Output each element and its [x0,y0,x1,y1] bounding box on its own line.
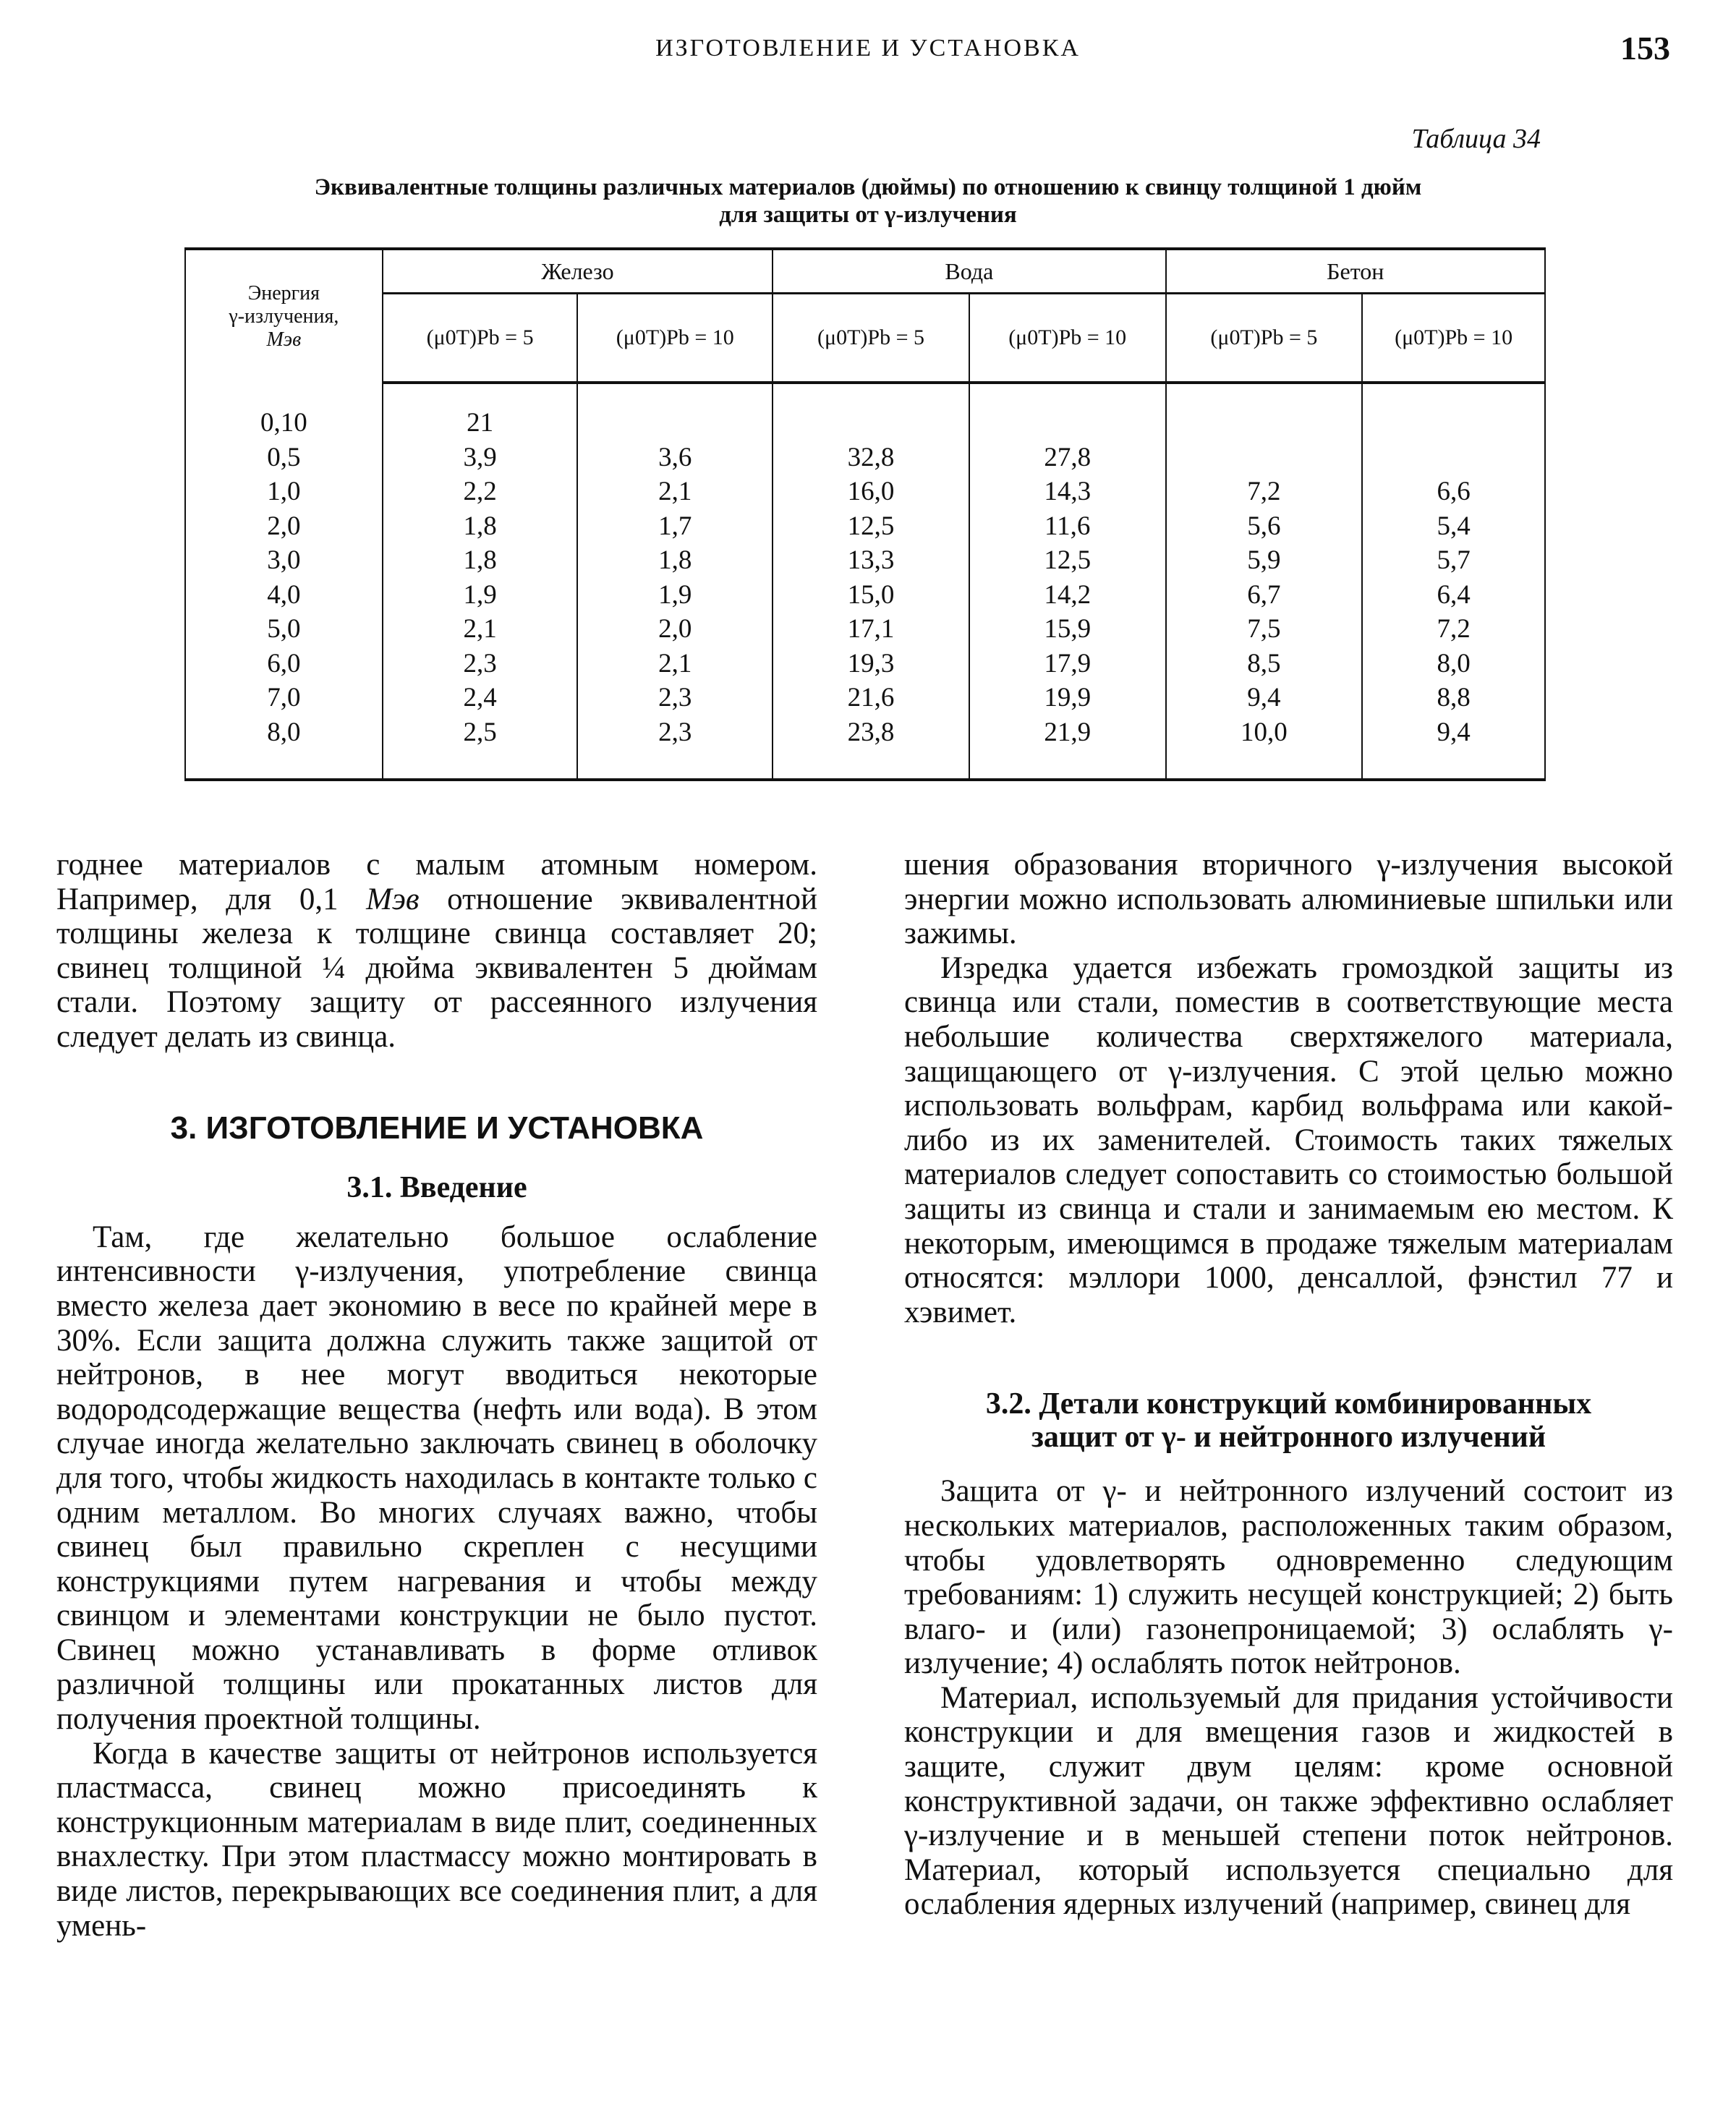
energy-cell: 7,0 [185,681,383,715]
subsection-title-details [904,1387,1673,1454]
paragraph-continued [56,848,817,1055]
subheader-concrete-10: (μ0T)Pb = 10 [1362,294,1545,383]
table-row [185,509,1545,544]
value-cell: 1,9 [577,578,773,613]
value-cell: 2,1 [577,647,773,681]
value-cell: 6,4 [1362,578,1545,613]
table-row [185,440,1545,475]
text-run: отношение эквивалентной толщины железа к толщине свинца составляет 20; свинец толщиной [56,882,817,985]
value-cell: 23,8 [773,715,969,750]
subheader-water-10: (μ0T)Pb = 10 [969,294,1166,383]
energy-column-header [185,249,383,383]
value-cell [773,406,969,440]
value-cell: 2,3 [383,647,578,681]
subheader-iron-5: (μ0T)Pb = 5 [383,294,578,383]
value-cell: 19,3 [773,647,969,681]
table-caption-line1: Эквивалентные толщины различных материалов (дюймы) по отношению к свинцу толщиной 1 дюйм [314,174,1422,200]
table-row [185,406,1545,440]
value-cell [1166,406,1363,440]
value-cell: 5,7 [1362,543,1545,578]
right-column [904,848,1673,1922]
energy-cell: 6,0 [185,647,383,681]
value-cell: 16,0 [773,474,969,509]
table-row [185,612,1545,647]
value-cell: 27,8 [969,440,1166,475]
text-run: годнее материалов с малым атомным номером. Например, для 0,1 [56,848,817,916]
table-caption [181,174,1555,229]
energy-header-line1: Энергия [247,281,320,305]
value-cell: 8,8 [1362,681,1545,715]
value-cell: 8,5 [1166,647,1363,681]
value-cell: 1,9 [383,578,578,613]
value-cell: 2,1 [383,612,578,647]
energy-cell: 3,0 [185,543,383,578]
value-cell: 17,1 [773,612,969,647]
value-cell: 21,6 [773,681,969,715]
left-column [56,848,817,1943]
section-title: 3. ИЗГОТОВЛЕНИЕ И УСТАНОВКА [170,1110,704,1146]
value-cell: 3,6 [577,440,773,475]
paragraph: Материал, используемый для придания устойчивости конструкции и для вмещения газов и жидкостей в защите, служит двум целям: кроме основной конструктивной задачи, он также эффективно ослабляет γ-излучение и в меньшей степени поток нейтронов. Материал, который используется специально для ослабления ядерных излучений (например, свинец для [904,1680,1673,1922]
paragraph-continued: шения образования вторичного γ-излучения высокой энергии можно использовать алюминиевые шпильки или зажимы. [904,848,1673,951]
value-cell: 2,4 [383,681,578,715]
value-cell [577,406,773,440]
value-cell [1166,440,1363,475]
value-cell: 13,3 [773,543,969,578]
value-cell: 2,2 [383,474,578,509]
value-cell: 5,4 [1362,509,1545,544]
value-cell: 2,5 [383,715,578,750]
energy-cell: 0,5 [185,440,383,475]
subsection-title-intro: 3.1. Введение [346,1171,527,1205]
table-row [185,647,1545,681]
value-cell: 1,8 [383,509,578,544]
value-cell: 5,6 [1166,509,1363,544]
value-cell: 9,4 [1362,715,1545,750]
table-body [185,406,1545,749]
energy-cell: 0,10 [185,406,383,440]
subsection-title-line1: 3.2. Детали конструкций комбинированных [985,1387,1592,1421]
value-cell: 7,5 [1166,612,1363,647]
value-cell: 21,9 [969,715,1166,750]
subheader-iron-10: (μ0T)Pb = 10 [577,294,773,383]
table-row [185,578,1545,613]
value-cell: 21 [383,406,578,440]
value-cell: 11,6 [969,509,1166,544]
value-cell: 5,9 [1166,543,1363,578]
value-cell [1362,406,1545,440]
value-cell: 2,1 [577,474,773,509]
paragraph: Там, где желательно большое ослабление интенсивности γ-излучения, употребление свинца вместо железа дает экономию в весе по крайней мере в 30%. Если защита должна служить также защитой от нейтронов, в нее могут вводиться некоторые водородсодержащие вещества (нефть или вода). В этом случае иногда желательно заключать свинец в оболочку для того, чтобы жидкость находилась в контакте только с одним металлом. Во многих случаях важно, чтобы свинец был правильно скреплен с несущими конструкциями путем нагревания и чтобы между свинцом и элементами конструкции не было пустот. Свинец можно устанавливать в форме отливок различной толщины или прокатанных листов для получения проектной толщины. [56,1219,817,1737]
value-cell: 6,7 [1166,578,1363,613]
energy-cell: 8,0 [185,715,383,750]
value-cell: 2,3 [577,715,773,750]
equivalent-thickness-table [184,247,1546,781]
table-label: Таблица 34 [1411,124,1541,154]
value-cell: 14,3 [969,474,1166,509]
energy-cell: 4,0 [185,578,383,613]
energy-header-unit: Мэв [266,328,302,351]
value-cell: 9,4 [1166,681,1363,715]
table-row [185,474,1545,509]
table-row [185,715,1545,750]
page-number: 153 [1620,30,1670,67]
table-row [185,681,1545,715]
energy-cell: 2,0 [185,509,383,544]
energy-header-line2: γ-излучения, [229,305,339,328]
text-run: дюйма эквивалентен 5 дюймам стали. Поэтому защиту от рассеянного излучения следует делать из свинца. [56,950,817,1054]
fraction: ¼ [322,950,346,985]
value-cell [1362,440,1545,475]
value-cell: 8,0 [1362,647,1545,681]
value-cell: 2,0 [577,612,773,647]
subsection-title-line2: защит от γ- и нейтронного излучений [1031,1421,1546,1455]
value-cell: 7,2 [1362,612,1545,647]
value-cell: 17,9 [969,647,1166,681]
value-cell: 1,7 [577,509,773,544]
subheader-water-5: (μ0T)Pb = 5 [773,294,969,383]
running-head: ИЗГОТОВЛЕНИЕ И УСТАНОВКА [655,35,1081,61]
value-cell: 15,9 [969,612,1166,647]
group-header-water: Вода [773,249,1165,294]
table-row [185,543,1545,578]
value-cell: 10,0 [1166,715,1363,750]
paragraph: Когда в качестве защиты от нейтронов используется пластмасса, свинец можно присоединять к конструкционным материалам в виде плит, соединенных внахлестку. При этом пластмассу можно монтировать в виде листов, перекрывающих все соединения плит, а для умень- [56,1736,817,1943]
subheader-concrete-5: (μ0T)Pb = 5 [1166,294,1363,383]
paragraph: Защита от γ- и нейтронного излучений состоит из нескольких материалов, расположенных таким образом, чтобы удовлетворять одновременно следующим требованиям: 1) служить несущей конструкцией; 2) быть влаго- и (или) газонепроницаемой; 3) ослаблять γ-излучение; 4) ослаблять поток нейтронов. [904,1474,1673,1681]
paragraph: Изредка удается избежать громоздкой защиты из свинца или стали, поместив в соответствующие места небольшие количества сверхтяжелого материала, защищающего от γ-излучения. С этой целью можно использовать вольфрам, карбид вольфрама или какой-либо из их заменителей. Стоимость таких тяжелых материалов следует сопоставить со стоимостью большой защиты из свинца и стали и занимаемым ею местом. К некоторым, имеющимся в продаже тяжелым материалам относятся: мэллори 1000, денсаллой, фэнстил 77 и хэвимет. [904,950,1673,1329]
unit-mev: Мэв [366,882,420,916]
value-cell: 12,5 [969,543,1166,578]
value-cell: 14,2 [969,578,1166,613]
value-cell: 1,8 [383,543,578,578]
value-cell: 15,0 [773,578,969,613]
value-cell: 3,9 [383,440,578,475]
value-cell: 19,9 [969,681,1166,715]
energy-cell: 1,0 [185,474,383,509]
value-cell: 32,8 [773,440,969,475]
value-cell: 12,5 [773,509,969,544]
value-cell: 1,8 [577,543,773,578]
value-cell: 2,3 [577,681,773,715]
energy-cell: 5,0 [185,612,383,647]
value-cell: 6,6 [1362,474,1545,509]
group-header-iron: Железо [383,249,773,294]
group-header-concrete: Бетон [1166,249,1545,294]
value-cell: 7,2 [1166,474,1363,509]
value-cell [969,406,1166,440]
table-caption-line2: для защиты от γ-излучения [719,202,1017,228]
